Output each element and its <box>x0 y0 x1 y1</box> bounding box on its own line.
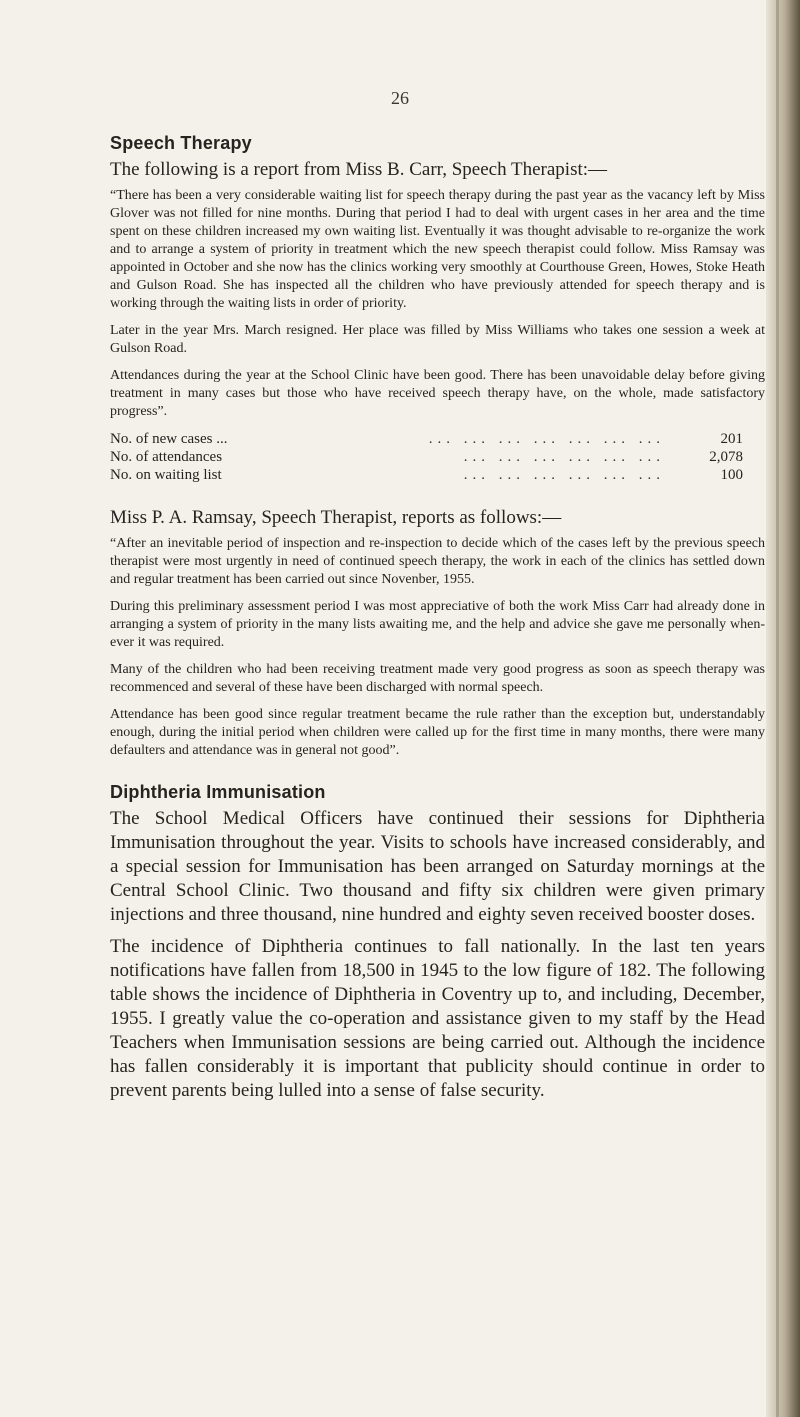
report-paragraph: “There has been a very considerable waiting list for speech therapy during the past year as the vacancy left by Miss Glover was not filled for nine months. During that period I had to deal with urgent cases in her area and the time spent on these children increased my own waiting list. Eventually it was thought advisable to re-organize the work and to arrange a system of priority in treatment which the new speech therapist could follow. Miss Ramsay was appointed in October and she now has the clinics working very smoothly at Courthouse Green, Howes, Stoke Heath and Gulson Road. She has inspected all the children who have previously attended for speech therapy and is working through the waiting lists in order of priority. <box>110 188 765 311</box>
stat-row-new-cases <box>110 430 765 448</box>
speech-therapy-intro: The following is a report from Miss B. Carr, Speech Therapist:— <box>110 159 608 180</box>
report-paragraph: Attendances during the year at the School Clinic have been good. There has been unavoidable delay before giving treatment in many cases but those who have received speech therapy have, on the whole, made satisfactory progress”. <box>110 368 765 419</box>
page-edge-shadow <box>766 0 800 1417</box>
body-paragraph: The School Medical Officers have continued their sessions for Diphtheria Immunisation throughout the year. Visits to schools have increased considerably, and a special session for Immunisation has been arranged on Saturday mornings at the Central School Clinic. Two thousand and fifty six children were given primary injections and three thousand, nine hundred and eighty seven received booster doses. <box>110 808 765 925</box>
stat-row-attendances <box>110 448 765 466</box>
report-paragraph: Attendance has been good since regular treatment became the rule rather than the exception but, understandably enough, during the initial period when children were called up for the first time in many months, there were many defaulters and attendance was in general not good”. <box>110 707 765 758</box>
report-paragraph: During this preliminary assessment period I was most appreciative of both the work Miss Carr had already done in arranging a system of priority in the many lists awaiting me, and the help and advice she gave me personally when-ever it was required. <box>110 599 765 650</box>
statistics-table <box>110 430 765 484</box>
stat-label: No. of attendances <box>110 449 223 465</box>
diphtheria-heading: Diphtheria Immunisation <box>110 782 326 802</box>
speech-therapy-heading: Speech Therapy <box>110 133 252 153</box>
leader-dots: ... ... ... ... ... ... ... <box>428 431 665 447</box>
stat-value: 100 <box>720 467 743 483</box>
report-paragraph: Many of the children who had been receiving treatment made very good progress as soon as speech therapy was recommenced and several of these have been discharged with normal speech. <box>110 662 765 695</box>
stat-value: 2,078 <box>709 449 743 465</box>
leader-dots: ... ... ... ... ... ... <box>463 467 665 483</box>
diphtheria-section <box>110 782 765 1103</box>
page-number: 26 <box>391 88 409 108</box>
leader-dots: ... ... ... ... ... ... <box>463 449 665 465</box>
document-body <box>110 133 765 1117</box>
stat-row-waiting-list <box>110 466 765 484</box>
speech-therapy-section <box>110 133 765 760</box>
body-paragraph: The incidence of Diphtheria continues to fall nationally. In the last ten years notifications have fallen from 18,500 in 1945 to the low figure of 182. The following table shows the incidence of Diphtheria in Coventry up to, and including, December, 1955. I greatly value the co-operation and assistance given to my staff by the Head Teachers when Immunisation sessions are being carried out. Although the incidence has fallen considerably it is important that publicity should continue in order to prevent parents being lulled into a sense of false security. <box>110 936 765 1101</box>
report-paragraph: “After an inevitable period of inspection and re-inspection to decide which of the cases left by the previous speech therapist were most urgently in need of continued speech therapy, the work in each of the clinics has settled down and regular treatment has been carried out since Novenber, 1955. <box>110 536 765 587</box>
stat-label: No. on waiting list <box>110 467 222 483</box>
second-report-intro: Miss P. A. Ramsay, Speech Therapist, reports as follows:— <box>110 507 562 528</box>
report-paragraph: Later in the year Mrs. March resigned. Her place was filled by Miss Williams who takes one session a week at Gulson Road. <box>110 323 765 356</box>
stat-value: 201 <box>720 431 743 447</box>
stat-label: No. of new cases ... <box>110 431 228 447</box>
